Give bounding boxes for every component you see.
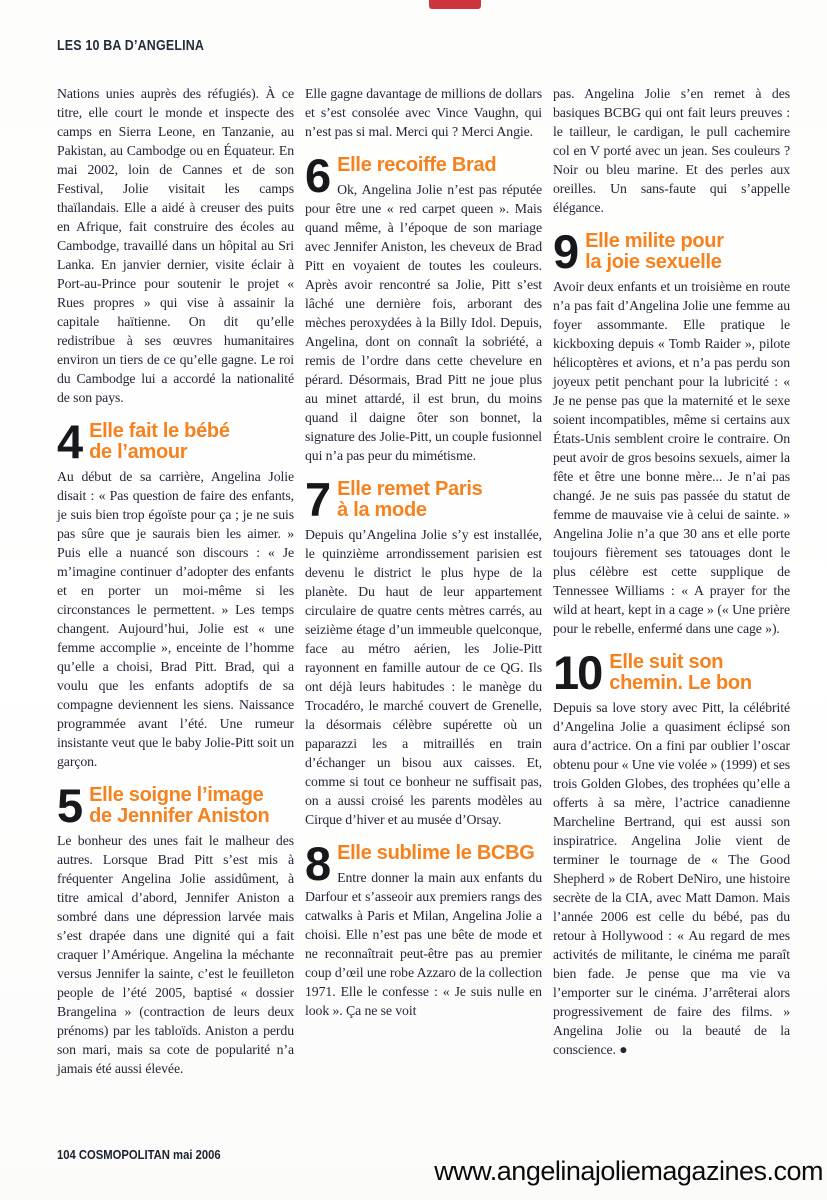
article-column-2 [305, 84, 542, 1020]
section-9 [553, 225, 790, 638]
section-10 [553, 646, 790, 1059]
section-7-number: 7 [305, 473, 330, 526]
article-column-1 [57, 84, 294, 1078]
section-9-title-line-2: la joie sexuelle [585, 251, 722, 273]
section-5-body: Le bonheur des unes fait le malheur des autres. Lorsque Brad Pitt s’est mis à fréquenter Angelina Jolie assidûment, à titre amical d’abord, Jennifer Aniston a sombré dans une dépression larvée mais s’est drapée dans une dignité qui a fait craquer l’Amérique. Angelina la méchante versus Jennifer la sainte, c’est le feuilleton people de l’été 2005, baptisé « dossier Brangelina » (contraction de leurs deux prénoms) par les tabloïds. Aniston a perdu son mari, mais sa cote de popularité n’a jamais été aussi élevée. [57, 833, 294, 1076]
section-9-title-line-1: Elle milite pour [585, 230, 724, 252]
section-9-title [553, 225, 790, 278]
section-7-title [305, 473, 542, 526]
section-5-number: 5 [57, 779, 82, 832]
section-10-number: 10 [553, 646, 602, 699]
article-column-3 [553, 84, 790, 1059]
section-5-title-line-1: Elle soigne l’image [89, 784, 264, 806]
section-6-title [305, 155, 542, 176]
section-5-title [57, 779, 294, 832]
section-5 [57, 779, 294, 1078]
section-7-title-line-2: à la mode [337, 499, 427, 521]
section-5-title-line-2: de Jennifer Aniston [89, 805, 270, 827]
section-7-title-line-1: Elle remet Paris [337, 478, 483, 500]
section-10-title-line-2: chemin. Le bon [609, 672, 752, 694]
section-4-title [57, 415, 294, 468]
section-6-body: Ok, Angelina Jolie n’est pas réputée pour être une « red carpet queen ». Mais quand même, à l’époque de son mariage avec Jennifer Aniston, les cheveux de Brad Pitt en voyaient de toutes les couleurs. Après avoir rencontré sa Jolie, Pitt s’est lâché une dernière fois, arborant des mèches peroxydées à la Billy Idol. Depuis, Angelina, dont on connaît la sobriété, a remis de l’ordre dans cette chevelure en pérard. Désormais, Brad Pitt ne joue plus au minet attardé, il est brun, du moins quand il daigne ôter son bonnet, la signature des Jolie-Pitt, un couple fusionnel qui n’a pas peur du mimétisme. [305, 182, 542, 463]
section-4-title-line-1: Elle fait le bébé [89, 420, 230, 442]
page-tab-marker [429, 0, 481, 9]
section-kicker: LES 10 BA D’ANGELINA [57, 38, 205, 54]
paragraph-continuation-col2: Elle gagne davantage de millions de dollars et s’est consolée avec Vince Vaughn, qui n’est pas si mal. Merci qui ? Merci Angie. [305, 86, 542, 139]
paragraph-continuation-col1: Nations unies auprès des réfugiés). À ce titre, elle court le monde et inspecte des camps en Sierra Leone, en Tanzanie, au Pakistan, au Cambodge ou en Équateur. En mai 2002, loin de Cannes et de son Festival, Jolie visitait les camps thaïlandais. Elle a aidé à creuser des puits en Afrique, fait construire des écoles au Cambodge, travaillé dans un hôpital au Sri Lanka. En janvier dernier, visite éclair à Port-au-Prince pour soutenir le projet « Rues propres » qui vise à assainir la capitale haïtienne. On dit qu’elle redistribue à ses œuvres humanitaires environ un tiers de ce qu’elle gagne. Le roi du Cambodge lui a accordé la nationalité de son pays. [57, 86, 294, 405]
watermark-url: www.angelinajoliemagazines.com [434, 1156, 823, 1186]
section-7-body: Depuis qu’Angelina Jolie s’y est installée, le quinzième arrondissement parisien est devenu le district le plus hype de la planète. Du haut de leur appartement circulaire de quatre cents mètres carrés, au seizième étage d’un immeuble quelconque, face au métro aérien, les Jolie-Pitt rayonnent en famille autour de ce QG. Ils ont déjà leurs habitudes : le manège du Trocadéro, le marché couvert de Grenelle, la désormais célèbre supérette où un paparazzi les a mitraillés en train d’échanger un bisou aux caisses. Et, comme si tout ce bonheur ne suffisait pas, on a aussi croisé les parents modèles au Cirque d’hiver et au musée d’Orsay. [305, 527, 542, 827]
section-8-title [305, 843, 542, 864]
section-8-body: Entre donner la main aux enfants du Darfour et s’asseoir aux premiers rangs des catwalks à Paris et Milan, Angelina Jolie a choisi. Elle n’est pas une bête de mode et ne reconnaîtrait peut-être pas au premier coup d’œil une robe Azzaro de la collection 1971. Elle le confesse : « Je suis nulle en look ». Ça ne se voit [305, 870, 542, 1018]
page-footer: 104 COSMOPOLITAN mai 2006 [57, 1148, 221, 1162]
section-4-title-line-2: de l’amour [89, 441, 188, 463]
section-8 [305, 837, 542, 1020]
section-8-number: 8 [305, 837, 330, 890]
section-4 [57, 415, 294, 771]
section-6-title-line-1: Elle recoiffe Brad [337, 154, 497, 176]
section-10-body: Depuis sa love story avec Pitt, la célébrité d’Angelina Jolie a quasiment éclipsé son aura d’actrice. On a fini par oublier l’oscar obtenu pour « Une vie volée » (1999) et ses trois Golden Globes, des trophées qu’elle a offerts à sa mère, l’actrice canadienne Marcheline Bertrand, qui est aussi son inspiratrice. Angelina Jolie vient de terminer le tournage de « The Good Shepherd » de Robert DeNiro, une histoire secrète de la CIA, avec Matt Damon. Mais l’année 2006 est celle du bébé, pas du retour à Hollywood : « Au regard de mes activités de militante, le cinéma me paraît bien fade. Je pense que ma vie va l’emporter sur le cinéma. J’arrêterai alors progressivement de faire des films. » Angelina Jolie ou la beauté de la conscience. ● [553, 700, 790, 1057]
paragraph-continuation-col3: pas. Angelina Jolie s’en remet à des basiques BCBG qui ont fait leurs preuves : le tailleur, le cardigan, le pull cachemire col en V porté avec un jean. Ses couleurs ? Noir ou bleu marine. Et des perles aux oreilles. Un sans-faute qui s’appelle élégance. [553, 86, 790, 215]
section-9-number: 9 [553, 225, 578, 278]
section-6 [305, 149, 542, 465]
section-10-title-line-1: Elle suit son [609, 651, 724, 673]
section-4-body: Au début de sa carrière, Angelina Jolie disait : « Pas question de faire des enfants, je suis bien trop égoïste pour ça ; je ne suis pas sûre que je saurais bien les aimer. » Puis elle a nuancé son discours : « Je m’imagine continuer d’adopter des enfants et en porter un moi-même si les circonstances le permettent. » Les temps changent. Aujourd’hui, Jolie est « une femme accomplie », enceinte de l’homme qu’elle a choisi, Brad Pitt. Brad, qui a voulu que les enfants adoptifs de sa compagne deviennent les siens. Naissance programmée avant l’été. Une rumeur insistante veut que le baby Jolie-Pitt soit un garçon. [57, 469, 294, 769]
section-9-body: Avoir deux enfants et un troisième en route n’a pas fait d’Angelina Jolie une femme au foyer assommante. Elle pratique le kickboxing depuis « Tomb Raider », pilote hélicoptères et avions, et n’a pas perdu son joyeux petit penchant pour la lubricité : « Je ne pense pas que la maternité et le sexe soient incompatibles, même si certains aux États-Unis semblent croire le contraire. On peut avoir de gros besoins sexuels, aimer la fête et être une bonne mère... Je n’ai pas changé. Je ne suis pas passée du statut de femme de mauvaise vie à celui de sainte. » Angelina Jolie n’a que 30 ans et elle porte toujours fièrement ses tatouages dont le plus célèbre est cette supplique de Tennessee Williams : « A prayer for the wild at heart, kept in a cage » (« Une prière pour le rebelle, enfermé dans une cage »). [553, 279, 790, 636]
section-6-number: 6 [305, 149, 330, 202]
section-4-number: 4 [57, 415, 82, 468]
section-8-title-line-1: Elle sublime le BCBG [337, 842, 535, 864]
section-7 [305, 473, 542, 829]
